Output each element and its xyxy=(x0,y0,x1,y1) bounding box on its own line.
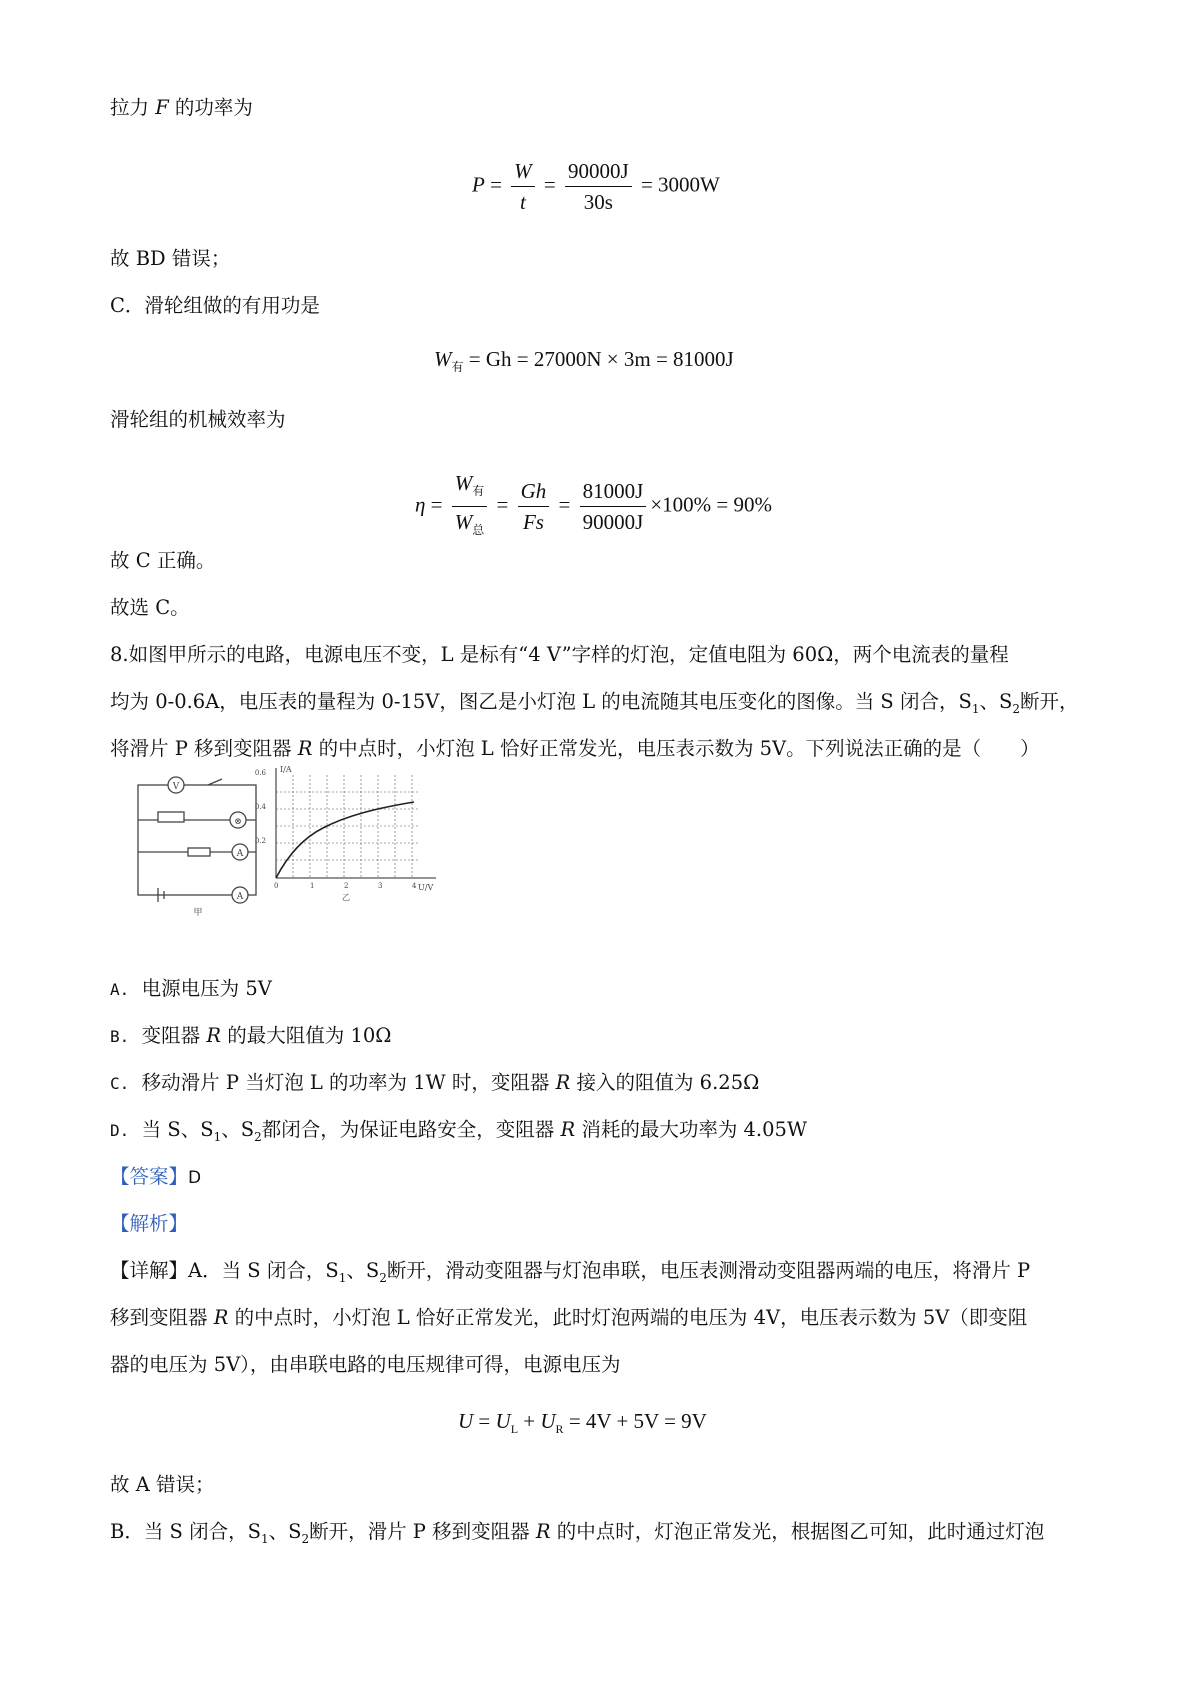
ammeter-icon: A xyxy=(236,849,244,859)
power-intro: 拉力 F 的功率为 xyxy=(110,96,253,119)
x-tick: 4 xyxy=(412,882,417,890)
analysis-label: 【解析】 xyxy=(110,1212,189,1235)
useful-work-equation: $W_有 = Gh = 27000N \times 3m = 81000J$ xyxy=(434,347,734,374)
voltage-equation: $U = U_L + U_R = 4V + 5V = 9V$ xyxy=(458,1409,707,1436)
answer-line xyxy=(110,1163,201,1192)
efficiency-intro: 滑轮组的机械效率为 xyxy=(110,408,286,431)
x-tick: 3 xyxy=(378,882,383,890)
power-equation: P = $\frac{W}{t}$ = $\frac{90000J}{30s}$ = 3000W xyxy=(472,159,720,214)
graph-y-label: I/A xyxy=(280,765,292,774)
y-tick: 0.2 xyxy=(254,837,266,845)
y-tick: 0.4 xyxy=(254,803,266,811)
circuit-diagram xyxy=(138,777,256,903)
x-tick: 2 xyxy=(344,882,349,890)
answer-label: 【答案】 xyxy=(110,1165,189,1188)
answer-value: D xyxy=(188,1168,202,1188)
lamp-icon: ⊗ xyxy=(234,817,242,827)
caption-yi: 乙 xyxy=(342,893,350,902)
iu-graph xyxy=(276,768,436,878)
c-useful-work-text: C．滑轮组做的有用功是 xyxy=(110,294,320,317)
iu-curve xyxy=(276,802,414,878)
detail-line-3: 器的电压为 5V），由串联电路的电压规律可得，电源电压为 xyxy=(110,1353,621,1376)
voltmeter-icon: V xyxy=(172,782,180,792)
option-c: C. 移动滑片 P 当灯泡 L 的功率为 1W 时，变阻器 R 接入的阻值为 6.25Ω xyxy=(110,1071,760,1094)
choose-c-text: 故选 C。 xyxy=(110,596,190,619)
question-8-line-3: 将滑片 P 移到变阻器 R 的中点时，小灯泡 L 恰好正常发光，电压表示数为 5V。下列说法正确的是（ ） xyxy=(110,737,1040,760)
graph-x-label: U/V xyxy=(418,883,434,892)
option-d: D. 当 S、$S_1$、$S_2$都闭合，为保证电路安全，变阻器 R 消耗的最大功率为 4.05W xyxy=(110,1118,807,1144)
x-tick: 0 xyxy=(274,882,279,890)
ammeter-icon-2: A xyxy=(236,892,244,902)
question-8-line-1: 8.如图甲所示的电路，电源电压不变，L 是标有“4 V”字样的灯泡，定值电阻为 60Ω，两个电流表的量程 xyxy=(110,643,1009,666)
caption-jia: 甲 xyxy=(193,908,203,918)
detail-line-1: 【详解】A．当 S 闭合，$S_1$、$S_2$断开，滑动变阻器与灯泡串联，电压表测滑动变阻器两端的电压，将滑片 P xyxy=(110,1259,1031,1285)
y-tick: 0.6 xyxy=(254,769,266,777)
question-8-figure xyxy=(118,760,478,920)
bd-wrong-text: 故 BD 错误； xyxy=(110,247,231,270)
detail-b-line: B．当 S 闭合，$S_1$、$S_2$断开，滑片 P 移到变阻器 R 的中点时，灯泡正常发光，根据图乙可知，此时通过灯泡 xyxy=(110,1520,1045,1546)
x-tick: 1 xyxy=(310,882,315,890)
question-8-line-2: 均为 0-0.6A，电压表的量程为 0-15V，图乙是小灯泡 L 的电流随其电压变化的图像。当 S 闭合，$S_1$、$S_2$断开， xyxy=(110,690,1079,716)
a-wrong-text: 故 A 错误； xyxy=(110,1473,215,1496)
c-correct-text: 故 C 正确。 xyxy=(110,549,216,572)
option-b: B. 变阻器 R 的最大阻值为 10Ω xyxy=(110,1024,392,1047)
detail-line-2: 移到变阻器 R 的中点时，小灯泡 L 恰好正常发光，此时灯泡两端的电压为 4V，电压表示数为 5V（即变阻 xyxy=(110,1306,1028,1329)
option-a: A. 电源电压为 5V xyxy=(110,977,272,1000)
efficiency-equation: η = $\frac{W_有}{W_总}$ = $\frac{Gh}{Fs}$ = $\frac{81000J}{90000J}$ ×100% = 90% xyxy=(415,471,773,537)
